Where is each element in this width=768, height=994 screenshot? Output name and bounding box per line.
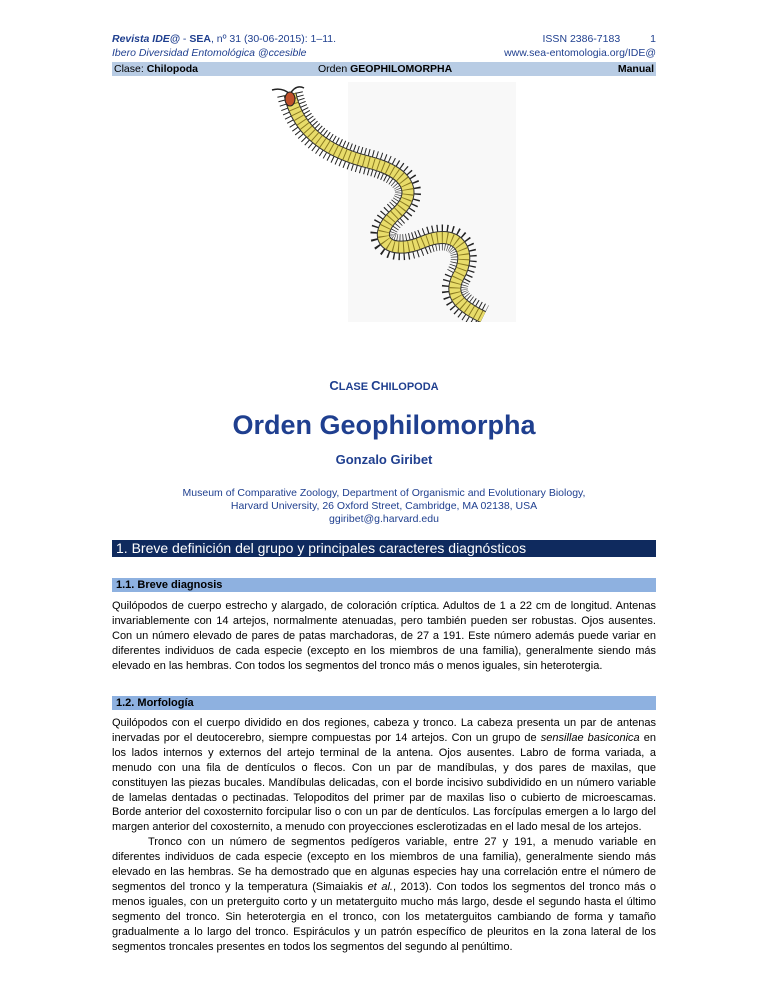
journal-sea: SEA [189, 33, 211, 45]
journal-issue: nº 31 (30-06-2015): 1–11. [216, 33, 337, 45]
clase-value: Chilopoda [146, 63, 199, 75]
author-email[interactable]: ggiribet@g.harvard.edu [329, 513, 439, 525]
journal-url[interactable]: www.sea-entomologia.org/IDE@ [504, 47, 656, 59]
header-band [112, 62, 656, 76]
issn: ISSN 2386-7183 [542, 33, 621, 45]
journal-name: Revista IDE@ [112, 33, 181, 45]
affiliation-line: Museum of Comparative Zoology, Department of Organismic and Evolutionary Biology, [182, 487, 586, 499]
orden-info [318, 62, 452, 76]
author: Gonzalo Giribet [335, 452, 433, 467]
paragraph-head [112, 716, 656, 835]
paragraph-trunk [112, 835, 656, 954]
subsection-heading: 1.1. Breve diagnosis [112, 578, 656, 592]
clase-heading-text: HILOPODA [380, 381, 439, 393]
text: , 2013). Con todos los segmentos del tronco más o menos iguales, con un preterguito corto y un metaterguito mucho más largo, desde el segundo hasta el último segmento del tronco. Sin heterotergia en el tronco, con los metaterguitos cambiando de forma y tamaño gradualmente a lo largo del tronco. Espiráculos y un patrón específico de pleuritos en la zona lateral de los segmentos troncales presentes en todos los segmentos del segundo al penúltimo. [112, 880, 656, 953]
page-number: 1 [650, 33, 656, 45]
clase-heading-initial: C [371, 378, 381, 393]
clase-info [112, 62, 198, 76]
paragraph-diagnosis: Quilópodos de cuerpo estrecho y alargado, de coloración críptica. Adultos de 1 a 22 cm de longitud. Antenas invariablemente con 14 artejos, normalmente atenuadas, pero también pueden ser robustas. Ojos ausentes. Con un número elevado de pares de patas marchadoras, de 27 a 191. Este número además puede variar en diferentes individuos de cada especie (excepto en los miembros de una familia), generalmente siendo más elevado en las hembras. Con todos los segmentos del tronco más o menos iguales, sin heterotergia. [112, 600, 656, 672]
italic-term: sensillae basiconica [540, 731, 640, 744]
paragraph-morphology [112, 716, 656, 955]
affiliation-line: Harvard University, 26 Oxford Street, Cambridge, MA 02138, USA [230, 500, 538, 512]
clase-heading [0, 378, 768, 393]
centipede-illustration [258, 82, 516, 322]
clase-label: Clase: [114, 63, 147, 75]
text: en los lados internos y externos del artejo terminal de la antena. Ojos ausentes. Labro de forma variada, a menudo con una fila de dentículos o flecos. Con un par de mandíbulas, y dos pares de maxilas, que constituyen las piezas bucales. Mandíbulas delicadas, con el borde incisivo subdividido en un número variable de lamelas dentadas o pectinadas. Telopoditos del primer par de maxilas liso o cubierto de microescamas. Borde anterior del coxosternito forcipular liso o con un par de dentículos. Las forcípulas emergen a lo largo del margen anterior del coxosternito, a menudo con proyecciones esclerotizadas en el lado mesal de los artejos. [112, 731, 657, 834]
subsection-heading: 1.2. Morfología [112, 696, 656, 710]
clase-heading-initial: C [329, 378, 339, 393]
affiliation [0, 487, 768, 526]
issn-block [543, 32, 656, 46]
page-title: Orden Geophilomorpha [232, 410, 536, 440]
orden-label: Orden [318, 63, 351, 75]
doc-type: Manual [617, 63, 654, 75]
orden-value: GEOPHILOMORPHA [350, 63, 453, 75]
journal-citation: Revista IDE@ - SEA, nº 31 (30-06-2015): 1–11. [112, 33, 337, 45]
section-heading: 1. Breve definición del grupo y principales caracteres diagnósticos [112, 540, 656, 557]
italic-term: et al. [367, 880, 393, 893]
text: Tronco con un número de segmentos pedígeros variable, entre 27 y 191, a menudo variable en diferentes individuos de cada especie (excepto en los miembros de una familia), generalmente siendo más elevado en las hembras. Se ha demostrado que en algunas especies hay una correlación entre el número de segmentos del tronco y la temperatura (Simaiakis [112, 836, 656, 893]
text: Quilópodos con el cuerpo dividido en dos regiones, cabeza y tronco. La cabeza presenta un par de antenas inervadas por el deutocerebro, siempre compuestas por 14 artejos. Con un grupo de [112, 717, 656, 744]
clase-heading-text: LASE [338, 381, 372, 393]
journal-subtitle: Ibero Diversidad Entomológica @ccesible [112, 47, 307, 59]
